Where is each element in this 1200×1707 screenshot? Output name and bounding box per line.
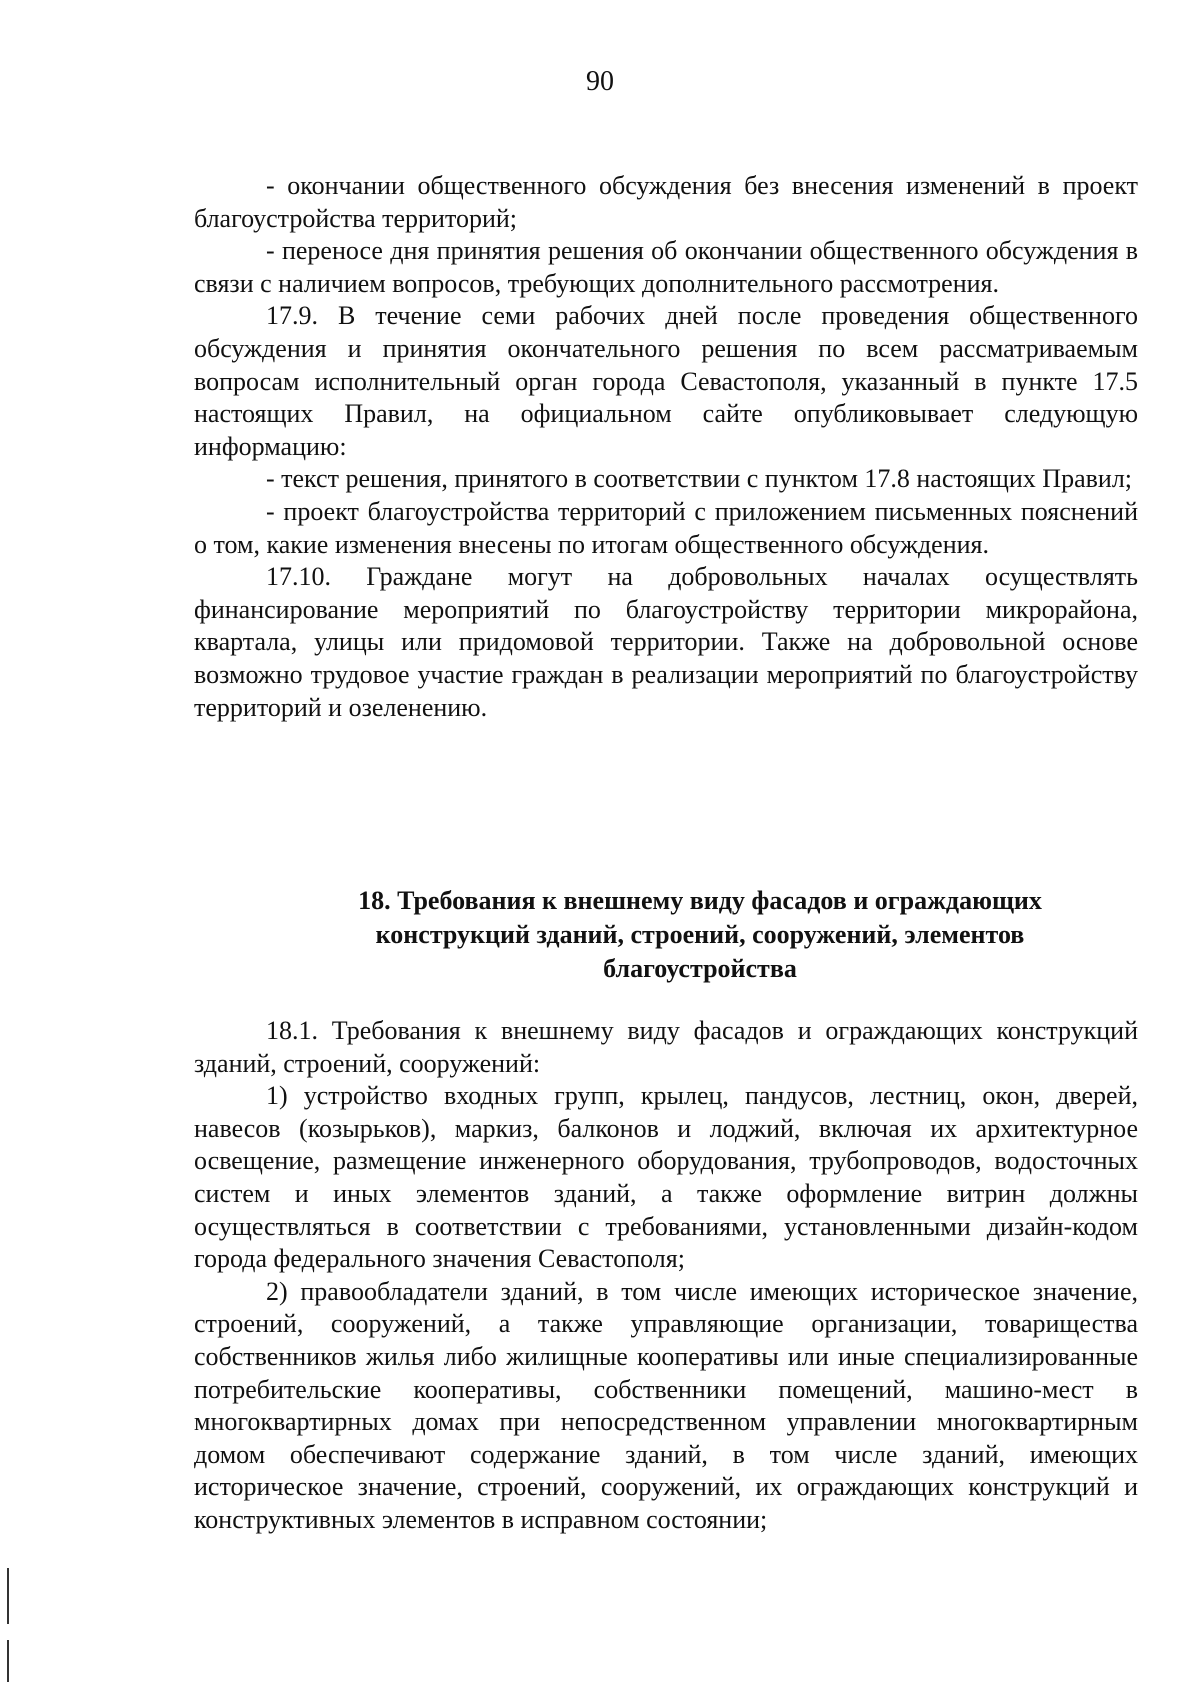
paragraph-17-9: 17.9. В течение семи рабочих дней после проведения общественного обсуждения и принятия окончательного решения по всем рассматриваемым вопросам исполнительный орган города Севастополя, указанный в пункте 17.5 настоящих Правил, на официальном сайте опубликовывает следующую информацию: [194,301,1138,461]
scan-margin-line [7,1640,9,1682]
text-block-before-heading [194,170,1138,724]
text-block-after-heading [194,1015,1138,1537]
paragraph-decision-text: - текст решения, принятого в соответствии с пунктом 17.8 настоящих Правил; [266,464,1133,494]
paragraph-project-with-explanations: - проект благоустройства территорий с приложением письменных пояснений о том, какие изменения внесены по итогам общественного обсуждения. [194,496,1138,559]
paragraph-postponement: - переносе дня принятия решения об окончании общественного обсуждения в связи с наличием вопросов, требующих дополнительного рассмотрения. [194,236,1138,298]
page-number: 90 [586,66,614,97]
paragraph-completion-without-changes: - окончании общественного обсуждения без внесения изменений в проект благоустройства территорий; [194,171,1138,233]
paragraph-18-1: 18.1. Требования к внешнему виду фасадов и ограждающих конструкций зданий, строений, сооружений: [194,1016,1138,1078]
paragraph-17-10: 17.10. Граждане могут на добровольных началах осуществлять финансирование мероприятий по благоустройству территории микрорайона, квартала, улицы или придомовой территории. Также на добровольной основе возможно трудовое участие граждан в реализации мероприятий по благоустройству территорий и озеленению. [194,562,1138,722]
paragraph-item-1: 1) устройство входных групп, крылец, пандусов, лестниц, окон, дверей, навесов (козырьков), маркиз, балконов и лоджий, включая их архитектурное освещение, размещение инженерного оборудования, трубопроводов, водосточных систем и иных элементов зданий, а также оформление витрин должны осуществляться в соответствии с требованиями, установленными дизайн-кодом города федерального значения Севастополя; [194,1081,1138,1274]
scan-margin-line [7,1568,9,1624]
paragraph-item-2: 2) правообладатели зданий, в том числе имеющих историческое значение, строений, сооружений, а также управляющие организации, товарищества собственников жилья либо жилищные кооперативы или иные специализированные потребительские кооперативы, собственники помещений, машино-мест в многоквартирных домах при непосредственном управлении многоквартирным домом обеспечивают содержание зданий, в том числе зданий, имеющих историческое значение, строений, сооружений, их ограждающих конструкций и конструктивных элементов в исправном состоянии; [194,1276,1138,1534]
section-heading: 18. Требования к внешнему виду фасадов и ограждающих конструкций зданий, строений, сооружений, элементов благоустройства [358,886,1042,983]
